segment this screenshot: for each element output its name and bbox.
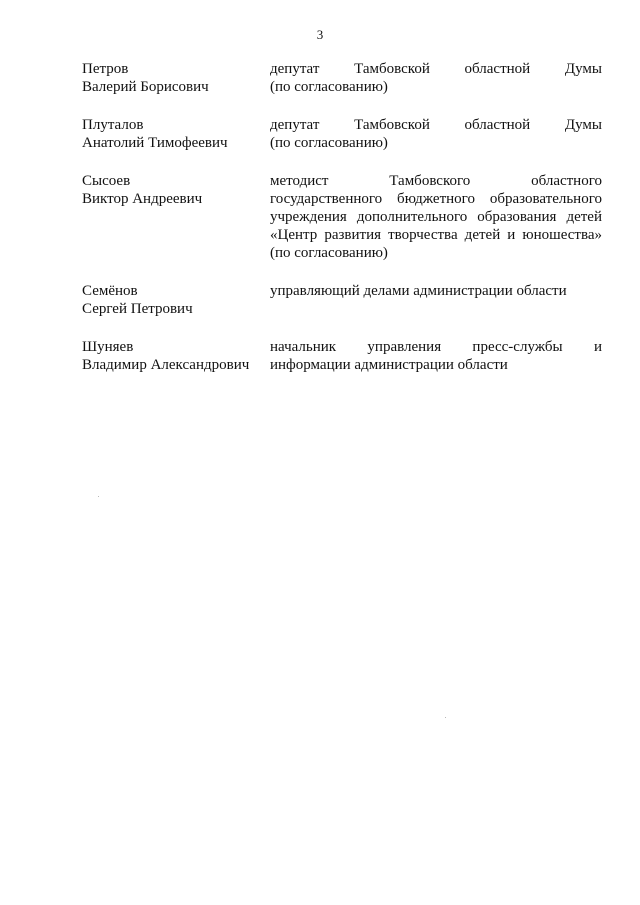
member-name — [82, 60, 270, 96]
member-role-line: государственного бюджетного образовательного — [270, 191, 602, 207]
member-role — [270, 282, 602, 318]
member-given-names: Виктор Андреевич — [82, 191, 203, 207]
member-name — [82, 116, 270, 152]
member-row — [82, 116, 602, 152]
member-role-line: депутат Тамбовской областной Думы — [270, 61, 602, 77]
member-row — [82, 60, 602, 96]
member-surname: Семёнов — [82, 283, 138, 299]
member-surname: Шуняев — [82, 339, 134, 355]
member-role — [270, 116, 602, 152]
member-role-line: учреждения дополнительного образования детей — [270, 209, 602, 225]
member-role-line: (по согласованию) — [270, 245, 388, 261]
member-given-names: Владимир Александрович — [82, 357, 250, 373]
member-role-line: управляющий делами администрации области — [270, 283, 567, 299]
member-role-line: информации администрации области — [270, 357, 508, 373]
member-role-line: методист Тамбовского областного — [270, 173, 602, 189]
member-surname: Петров — [82, 61, 129, 77]
member-role — [270, 172, 602, 262]
member-role-line: «Центр развития творчества детей и юношества» — [270, 227, 602, 243]
members-list — [82, 60, 602, 394]
page-number: 3 — [316, 27, 324, 42]
scan-speck — [445, 717, 446, 718]
member-name — [82, 282, 270, 318]
member-row — [82, 338, 602, 374]
member-surname: Сысоев — [82, 173, 131, 189]
scan-speck — [98, 496, 99, 497]
member-role — [270, 60, 602, 96]
member-row — [82, 172, 602, 262]
member-role-line: депутат Тамбовской областной Думы — [270, 117, 602, 133]
member-role-line: (по согласованию) — [270, 135, 388, 151]
member-name — [82, 338, 270, 374]
member-role-line: начальник управления пресс-службы и — [270, 339, 602, 355]
member-given-names: Анатолий Тимофеевич — [82, 135, 228, 151]
member-given-names: Валерий Борисович — [82, 79, 209, 95]
member-role-line: (по согласованию) — [270, 79, 388, 95]
member-surname: Плуталов — [82, 117, 144, 133]
member-name — [82, 172, 270, 262]
member-row — [82, 282, 602, 318]
member-given-names: Сергей Петрович — [82, 301, 193, 317]
member-role — [270, 338, 602, 374]
